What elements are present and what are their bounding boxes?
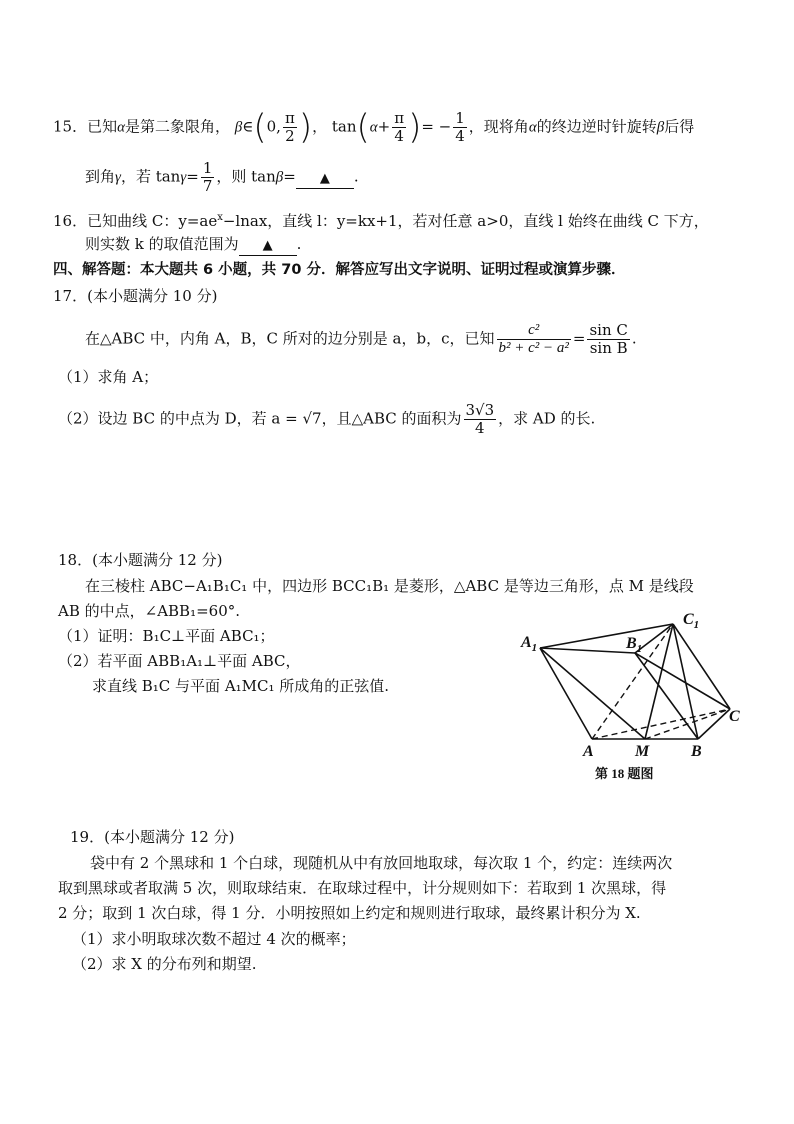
- q17-part-1: （1）求角 A；: [58, 368, 159, 386]
- right-paren: ): [298, 107, 313, 148]
- q15-text: 的终边逆时针旋转: [536, 117, 657, 136]
- beta-symbol: β: [275, 169, 284, 186]
- label-b: B: [691, 743, 702, 760]
- q19-part-2: （2）求 X 的分布列和期望.: [72, 955, 257, 973]
- frac-num: π: [284, 109, 295, 127]
- right-paren: ): [408, 107, 422, 148]
- q15-text: 后得: [664, 117, 695, 136]
- label-a1: $A_1$: [521, 634, 538, 654]
- q15-text: 是第二象限角，: [124, 117, 230, 136]
- element-of-symbol: ∈: [242, 117, 254, 136]
- q17-text: 在△ABC 中，内角 A，B，C 所对的边分别是 a，b，c，已知: [85, 329, 495, 348]
- q16-text: 则实数 k 的取值范围为: [85, 235, 239, 253]
- triangle-marker-icon: ▲: [262, 238, 273, 253]
- frac-num: sin C: [589, 321, 628, 339]
- q15-text: 到角: [85, 167, 116, 186]
- frac-den: 2: [285, 127, 295, 145]
- label-m: M: [635, 743, 650, 760]
- q19-line-2: 取到黑球或者取满 5 次，则取球结束．在取球过程中，计分规则如下：若取到 1 次黑球，得: [58, 879, 667, 897]
- hidden-edge-m-c: [645, 709, 730, 739]
- plus-sign: +: [377, 117, 391, 136]
- q17-intro: [85, 322, 637, 357]
- edge-b1-c: [635, 653, 730, 709]
- q15-number: 15．: [53, 117, 88, 136]
- pi-over-4-fraction: [392, 110, 406, 145]
- gamma-symbol: γ: [115, 169, 121, 186]
- prism-figure: [515, 608, 755, 783]
- frac-den: sin B: [589, 339, 628, 357]
- q18-part-2: （2）若平面 ABB₁A₁⊥平面 ABC，: [58, 652, 301, 670]
- edge-a1-m: [540, 648, 645, 739]
- edge-b-c: [698, 709, 730, 739]
- frac-den: 4: [475, 419, 485, 437]
- edge-a1-c1: [540, 624, 673, 648]
- alpha-symbol: α: [369, 119, 378, 136]
- frac-num: 3√3: [465, 401, 495, 419]
- period: .: [296, 235, 302, 253]
- q16-line-1: [53, 207, 709, 232]
- q17-part-2: [58, 402, 595, 437]
- q17-text: （2）设边 BC 的中点为 D，若 a = √7，且△ABC 的面积为: [58, 409, 462, 428]
- frac-den: 4: [455, 127, 465, 145]
- exponent-x: x: [217, 212, 223, 223]
- alpha-symbol: α: [117, 119, 125, 136]
- frac-den: 4: [394, 127, 404, 145]
- q15-text: ，若 tan: [120, 167, 181, 186]
- frac-num: 1: [202, 159, 213, 177]
- one-over-7-fraction: [201, 160, 215, 195]
- frac-num: π: [394, 109, 405, 127]
- q19-heading: 19．(本小题满分 12 分): [70, 828, 235, 846]
- label-b1: $B_1$: [626, 635, 643, 655]
- equals-negative: = −: [421, 117, 452, 136]
- frac-den: b² + c² − a²: [498, 340, 569, 356]
- q19-part-1: （1）求小明取球次数不超过 4 次的概率；: [72, 930, 356, 948]
- q19-line-3: 2 分；取到 1 次白球，得 1 分．小明按照如上约定和规则进行取球，最终累计积分为 X.: [58, 904, 641, 922]
- q16-text: −lnax，直线 l：y=kx+1，若对任意 a>0，直线 l 始终在曲线 C 下方，: [222, 212, 709, 230]
- label-c: C: [729, 708, 740, 725]
- one-over-4-fraction: [453, 110, 467, 145]
- equals-sign: =: [572, 329, 586, 348]
- q15-text: ，现将角: [468, 117, 529, 136]
- q15-line-1: 15．已知α是第二象限角， β∈(0, $\frac{\pi}{2}$ )， tan(α+ $\frac{\pi}{4}$ )= − $\frac{1}{4}$ ，现将角α的终边逆时针旋转β后得: [53, 107, 695, 148]
- left-paren: (: [356, 107, 370, 148]
- area-fraction: [464, 402, 497, 437]
- gamma-symbol: γ: [180, 169, 187, 186]
- label-c1: $C_1$: [683, 611, 700, 631]
- left-paren: (: [253, 107, 267, 148]
- frac-den: 7: [202, 177, 213, 195]
- sin-ratio-fraction: [587, 322, 629, 357]
- q16-number: 16．: [53, 212, 88, 230]
- tan-function: tan: [331, 117, 357, 136]
- period: .: [353, 167, 359, 186]
- period: .: [631, 329, 637, 348]
- frac-num: c²: [497, 322, 571, 340]
- figure-caption: 第 18 题图: [595, 766, 654, 781]
- equals-sign: =: [283, 167, 296, 186]
- q15-line-2: [85, 160, 359, 195]
- q15-text: 已知: [87, 117, 118, 136]
- q18-part-2-question: 求直线 B₁C 与平面 A₁MC₁ 所成角的正弦值.: [92, 677, 390, 695]
- q18-line-1: 在三棱柱 ABC−A₁B₁C₁ 中，四边形 BCC₁B₁ 是菱形，△ABC 是等边三角形，点 M 是线段: [85, 577, 694, 595]
- q16-text: 已知曲线 C：y=ae: [87, 212, 218, 230]
- q17-text: ，求 AD 的长.: [498, 409, 596, 428]
- q18-heading: 18．(本小题满分 12 分): [58, 551, 223, 569]
- q18-part-1: （1）证明：B₁C⊥平面 ABC₁；: [58, 627, 275, 645]
- pi-over-2-fraction: [283, 110, 297, 145]
- q18-line-2: AB 的中点，∠ABB₁=60°.: [58, 602, 241, 620]
- c2-fraction: [497, 322, 571, 357]
- edge-a1-a: [540, 648, 592, 739]
- q15-zero: 0,: [266, 117, 281, 136]
- edge-a1-b1: [540, 648, 635, 653]
- label-a: A: [583, 743, 594, 760]
- q17-heading: 17．(本小题满分 10 分): [53, 287, 218, 305]
- hidden-edge-a-c: [592, 709, 730, 739]
- triangle-marker-icon: ▲: [319, 170, 330, 186]
- answer-blank: [296, 168, 354, 189]
- beta-symbol: β: [234, 119, 243, 136]
- alpha-symbol: α: [528, 119, 537, 136]
- q15-text: ，则 tan: [216, 167, 276, 186]
- frac-num: 1: [455, 109, 465, 127]
- beta-symbol: β: [656, 119, 665, 136]
- section-heading: 四、解答题：本大题共 6 小题，共 70 分．解答应写出文字说明、证明过程或演算步骤．: [53, 262, 626, 278]
- answer-blank: [239, 235, 297, 256]
- q16-line-2: [85, 233, 301, 256]
- equals-sign: =: [186, 167, 199, 186]
- q19-line-1: 袋中有 2 个黑球和 1 个白球，现随机从中有放回地取球，每次取 1 个，约定：连续两次: [90, 854, 673, 872]
